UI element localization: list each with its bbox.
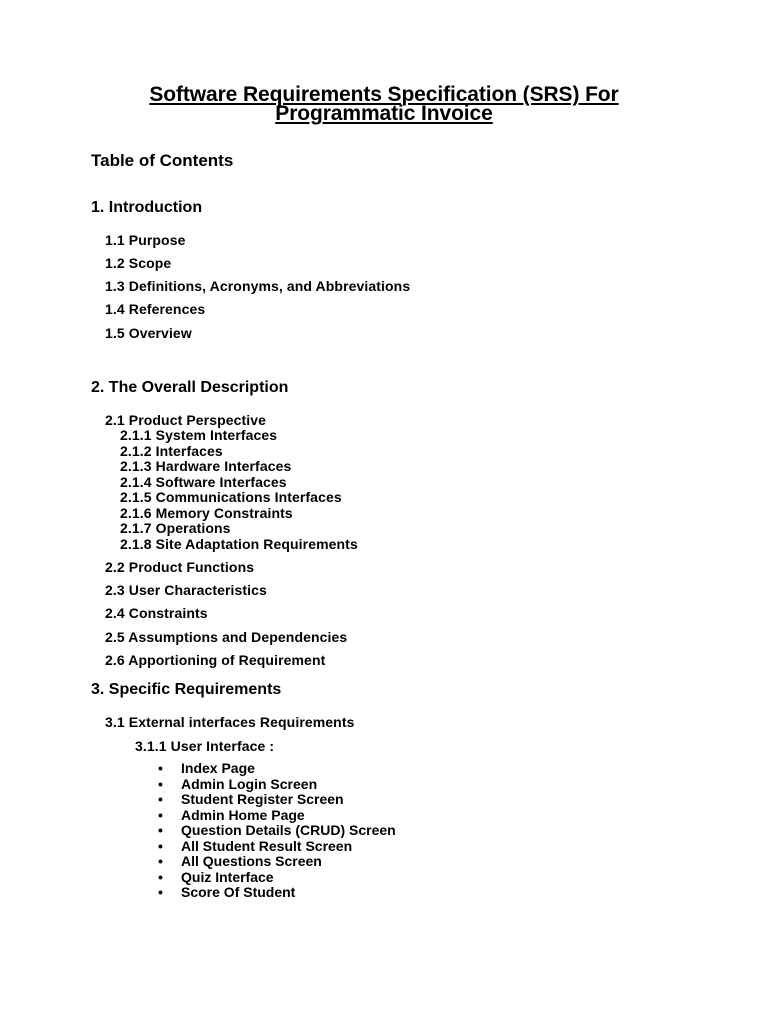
bullet-icon: • bbox=[158, 868, 163, 885]
bullet-icon: • bbox=[158, 806, 163, 823]
list-item: • All Questions Screen bbox=[158, 853, 322, 869]
toc-subitem: 2.1.3 Hardware Interfaces bbox=[120, 458, 292, 474]
list-item: • All Student Result Screen bbox=[158, 837, 353, 854]
document-title-line-2: Programmatic Invoice bbox=[275, 102, 493, 125]
bullet-icon: • bbox=[158, 853, 163, 869]
toc-item-3-1-1: 3.1.1 User Interface : bbox=[135, 738, 275, 754]
toc-item-2-1: 2.1 Product Perspective bbox=[105, 412, 267, 428]
toc-item-1-1: 1.1 Purpose bbox=[105, 232, 186, 248]
toc-item-1-2: 1.2 Scope bbox=[105, 255, 172, 271]
list-item: • Score Of Student bbox=[158, 884, 296, 900]
toc-subitem: 2.1.5 Communications Interfaces bbox=[120, 489, 342, 505]
toc-subitems-2-1 bbox=[120, 428, 358, 552]
toc-item-2-4: 2.4 Constraints bbox=[105, 605, 208, 621]
bullet-icon: • bbox=[158, 775, 163, 792]
section-3-heading: 3. Specific Requirements bbox=[91, 681, 282, 698]
document-title-line-1: Software Requirements Specification (SRS) For bbox=[149, 83, 619, 106]
toc-subitem: 2.1.6 Memory Constraints bbox=[120, 504, 293, 521]
toc-item-1-5: 1.5 Overview bbox=[105, 325, 192, 341]
section-2-heading: 2. The Overall Description bbox=[91, 379, 289, 396]
section-1-heading: 1. Introduction bbox=[91, 199, 203, 216]
bullet-icon: • bbox=[158, 791, 163, 807]
toc-subitem: 2.1.1 System Interfaces bbox=[120, 427, 278, 443]
list-item: • Student Register Screen bbox=[158, 791, 344, 807]
toc-subitem: 2.1.8 Site Adaptation Requirements bbox=[120, 535, 358, 552]
toc-item-2-2: 2.2 Product Functions bbox=[105, 559, 255, 575]
bullet-icon: • bbox=[158, 837, 163, 854]
toc-subitem: 2.1.7 Operations bbox=[120, 520, 231, 536]
list-item: • Quiz Interface bbox=[158, 868, 274, 885]
toc-item-1-3: 1.3 Definitions, Acronyms, and Abbreviations bbox=[105, 278, 411, 294]
toc-heading: Table of Contents bbox=[91, 151, 234, 170]
document-title bbox=[0, 83, 768, 125]
list-item: • Index Page bbox=[158, 760, 255, 776]
list-item: • Admin Home Page bbox=[158, 806, 305, 823]
toc-item-1-4: 1.4 References bbox=[105, 301, 206, 317]
bullet-icon: • bbox=[158, 884, 163, 900]
toc-subitem: 2.1.4 Software Interfaces bbox=[120, 473, 287, 490]
list-item: • Admin Login Screen bbox=[158, 775, 318, 792]
toc-item-2-3: 2.3 User Characteristics bbox=[105, 582, 267, 598]
bullet-icon: • bbox=[158, 822, 163, 838]
toc-subitem: 2.1.2 Interfaces bbox=[120, 442, 223, 459]
toc-item-2-6: 2.6 Apportioning of Requirement bbox=[105, 652, 326, 668]
toc-item-2-5: 2.5 Assumptions and Dependencies bbox=[105, 629, 348, 645]
user-interface-bullet-list bbox=[158, 761, 458, 901]
list-item: • Question Details (CRUD) Screen bbox=[158, 822, 396, 838]
toc-item-3-1: 3.1 External interfaces Requirements bbox=[105, 714, 355, 730]
bullet-icon: • bbox=[158, 760, 163, 776]
